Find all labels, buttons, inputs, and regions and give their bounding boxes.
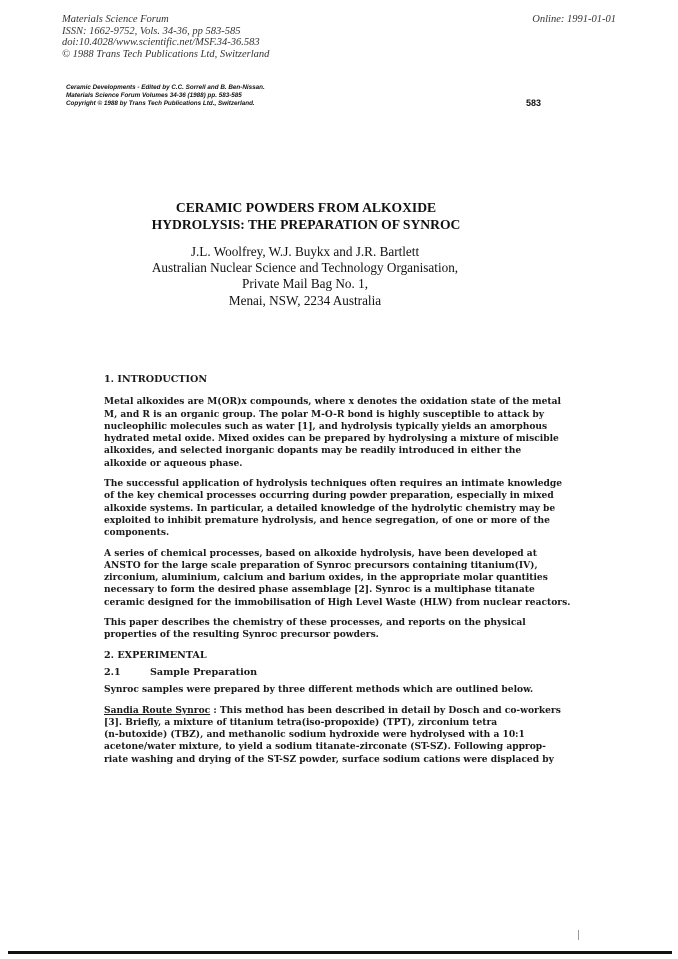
paragraph-line: (n-butoxide) (TBZ), and methanolic sodium hydroxide were hydrolysed with a 10:1 bbox=[104, 729, 525, 741]
paragraph-line: of the key chemical processes occurring during powder preparation, especially in mixed bbox=[104, 490, 554, 502]
author-block bbox=[0, 244, 610, 309]
paragraph-line: alkoxide systems. In particular, a detailed knowledge of the hydrolytic chemistry may be bbox=[104, 502, 556, 514]
subsection-title: Sample Preparation bbox=[150, 666, 258, 678]
title-line: HYDROLYSIS: THE PREPARATION OF SYNROC bbox=[151, 217, 461, 232]
journal-header-line: Materials Science Forum Volumes 34-36 (1988) pp. 583-585 bbox=[66, 92, 242, 99]
journal-header-line: Ceramic Developments - Edited by C.C. Sorrell and B. Ben-Nissan. bbox=[66, 84, 265, 91]
paragraph-line: alkoxide or aqueous phase. bbox=[104, 457, 243, 469]
author-names: J.L. Woolfrey, W.J. Buykx and J.R. Bartlett bbox=[190, 244, 420, 259]
paragraph-line: A series of chemical processes, based on alkoxide hydrolysis, have been developed at bbox=[104, 547, 537, 559]
paragraph bbox=[104, 548, 604, 609]
paragraph-line: components. bbox=[104, 527, 170, 539]
paragraph-line: nucleophilic molecules such as water [1], and hydrolysis typically yields an amorphous bbox=[104, 420, 548, 432]
affiliation: Australian Nuclear Science and Technology Organisation, bbox=[151, 260, 459, 276]
section-heading-introduction: 1. INTRODUCTION bbox=[104, 374, 208, 385]
paragraph-line: [3]. Briefly, a mixture of titanium tetra(iso-propoxide) (TPT), zirconium tetra bbox=[104, 716, 498, 728]
paragraph-line: zirconium, aluminium, calcium and barium oxides, in the appropriate molar quantities bbox=[104, 572, 548, 584]
paragraph-line: This paper describes the chemistry of these processes, and reports on the physical bbox=[104, 617, 526, 629]
paragraph-line: M, and R is an organic group. The polar M-O-R bond is highly susceptible to attack by bbox=[104, 408, 545, 420]
paragraph-line: necessary to form the desired phase assemblage [2]. Synroc is a multiphase titanate bbox=[104, 584, 535, 596]
address-line: Menai, NSW, 2234 Australia bbox=[228, 292, 382, 308]
paragraph-line: alkoxides, and selected inorganic dopants may be readily introduced in either the bbox=[104, 445, 522, 457]
paper-body bbox=[104, 374, 604, 766]
subsection-number: 2.1 bbox=[104, 666, 121, 678]
paragraph-line bbox=[104, 705, 604, 717]
method-label-sandia: Sandia Route Synroc bbox=[104, 704, 211, 716]
paragraph-line: Metal alkoxides are M(OR)x compounds, where x denotes the oxidation state of the metal bbox=[104, 396, 561, 408]
address-line: Private Mail Bag No. 1, bbox=[242, 276, 368, 292]
doi-line: doi:10.4028/www.scientific.net/MSF.34-36.583 bbox=[62, 37, 260, 49]
paragraph bbox=[104, 396, 604, 470]
paper-title bbox=[0, 199, 612, 233]
paragraph-line: acetone/water mixture, to yield a sodium titanate-zirconate (ST-SZ). Following approp- bbox=[104, 741, 546, 753]
paragraph bbox=[104, 705, 604, 766]
copyright-line: © 1988 Trans Tech Publications Ltd, Switzerland bbox=[62, 48, 270, 60]
page-number: 583 bbox=[526, 98, 542, 108]
paragraph bbox=[104, 478, 604, 539]
margin-mark bbox=[578, 930, 579, 940]
paragraph bbox=[104, 617, 604, 642]
paragraph-line: properties of the resulting Synroc precursor powders. bbox=[104, 629, 379, 641]
paragraph-line: exploited to inhibit premature hydrolysis, and hence segregation, of one or more of the bbox=[104, 514, 550, 526]
online-date: Online: 1991-01-01 bbox=[532, 14, 616, 25]
paragraph-line: riate washing and drying of the ST-SZ powder, surface sodium cations were displaced by bbox=[104, 753, 554, 765]
paragraph-line: ANSTO for the large scale preparation of Synroc precursors containing titanium(IV), bbox=[104, 559, 538, 571]
paragraph-text: : This method has been described in detail by Dosch and co-workers bbox=[210, 704, 561, 716]
section-heading-experimental: 2. EXPERIMENTAL bbox=[104, 649, 207, 661]
title-line: CERAMIC POWDERS FROM ALKOXIDE bbox=[175, 200, 437, 215]
paragraph-line: ceramic designed for the immobilisation of High Level Waste (HLW) from nuclear reactors. bbox=[104, 596, 571, 608]
subsection-heading bbox=[104, 667, 604, 679]
paragraph-line: hydrated metal oxide. Mixed oxides can be prepared by hydrolysing a mixture of miscible bbox=[104, 433, 559, 445]
publication-metadata bbox=[62, 14, 269, 60]
journal-name: Materials Science Forum bbox=[62, 14, 169, 25]
paragraph-line: Synroc samples were prepared by three different methods which are outlined below. bbox=[104, 684, 534, 696]
issn-line: ISSN: 1662-9752, Vols. 34-36, pp 583-585 bbox=[62, 25, 241, 37]
journal-header bbox=[66, 84, 265, 108]
journal-header-line: Copyright © 1988 by Trans Tech Publications Ltd., Switzerland. bbox=[66, 100, 255, 107]
bottom-rule bbox=[8, 951, 672, 954]
paragraph-line: The successful application of hydrolysis techniques often requires an intimate knowledge bbox=[104, 478, 563, 490]
